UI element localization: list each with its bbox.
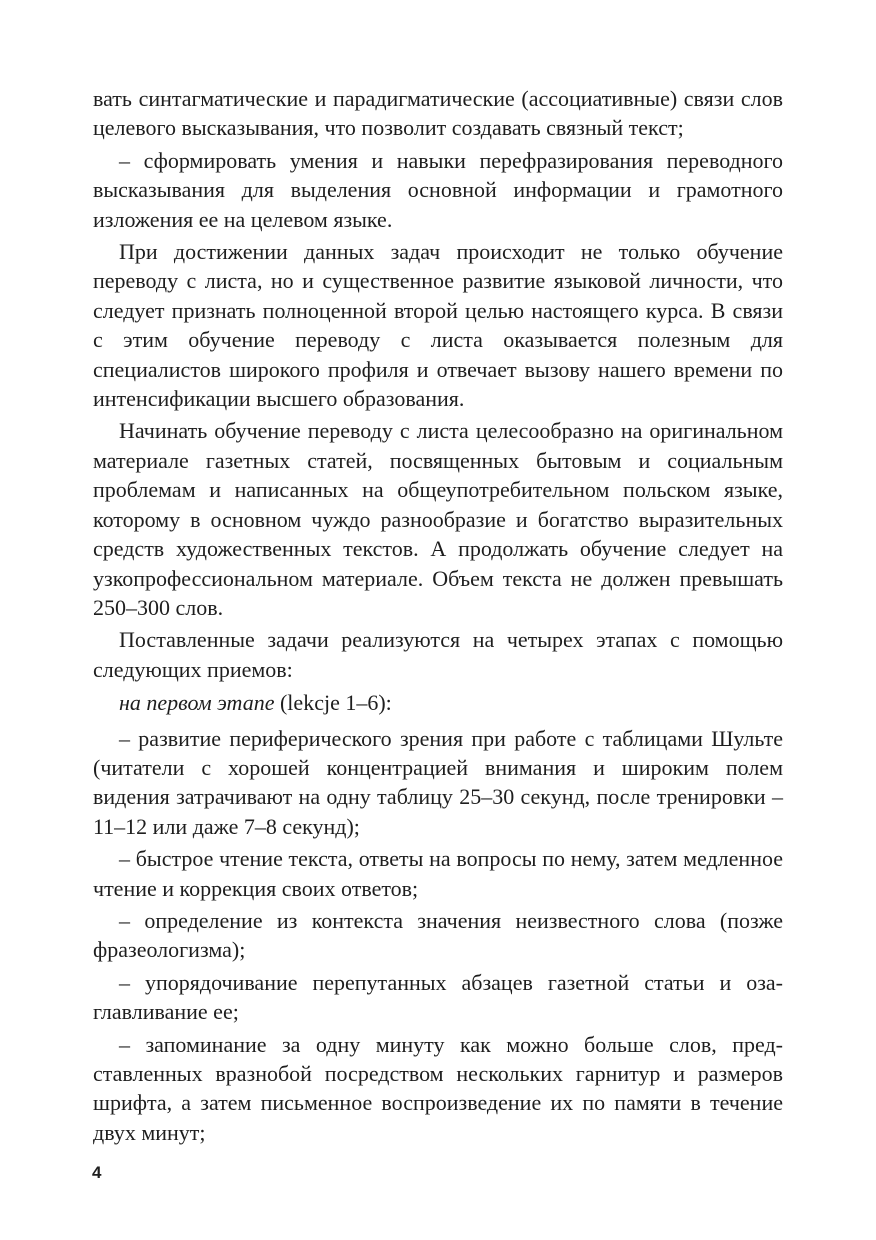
bullet-paraphrasing: – сформировать умения и навыки перефразирования переводного высказывания для выделения основной информации и грамотного изложения ее на целевом языке. <box>93 147 783 232</box>
paragraph-continuation: вать синтагматические и парадигматические (ассоциативные) связи слов целевого высказывания, что позволит создавать связный текст; <box>93 86 783 141</box>
stage-heading <box>93 688 783 717</box>
list-item: – определение из контекста значения неизвестного слова (позже фразеологизма); <box>93 907 783 963</box>
stage-label: на первом этапе <box>119 690 275 716</box>
paragraph-goals: При достижении данных задач происходит не только обучение переводу с листа, но и существенное развитие языковой личности, что следует признать полноценной второй целью настоящего курса. В связи с этим обучение переводу с листа оказывается полезным для специалистов широкого профиля и отвечает вызову нашего времени по интенсификации высшего образования. <box>93 239 783 412</box>
stage-lessons: (lekcje 1–6): <box>279 690 392 716</box>
list-item: – развитие периферического зрения при работе с таблицами Шульте (читатели с хорошей концентрацией внимания и широким полем видения затрачивают на одну таблицу 25–30 секунд, после тренировки – 11–12 или даже 7–8 секунд); <box>93 725 783 839</box>
paragraph-stages-intro: Поставленные задачи реализуются на четырех этапах с помощью следующих приемов: <box>93 627 783 682</box>
body-text <box>93 84 783 1150</box>
list-item: – упорядочивание перепутанных абзацев газетной статьи и озаглавливание ее; <box>93 969 783 1025</box>
page-number: 4 <box>92 1163 102 1182</box>
paragraph-material: Начинать обучение переводу с листа целесообразно на оригинальном материале газетных статей, посвященных бытовым и социальным проблемам и написанных на общеупотребительном польском языке, которому в основном чуждо разнообразие и богатство выразительных средств художественных текстов. А продолжать обучение следует на узкопрофессиональном материале. Объем текста не должен превышать 250–300 слов. <box>93 418 783 620</box>
list-item: – запоминание за одну минуту как можно больше слов, представленных вразнобой посредством нескольких гарнитур и размеров шрифта, а затем письменное воспроизведение их по памяти в течение двух минут; <box>93 1031 783 1145</box>
list-item: – быстрое чтение текста, ответы на вопросы по нему, затем медленное чтение и коррекция своих ответов; <box>93 846 783 901</box>
